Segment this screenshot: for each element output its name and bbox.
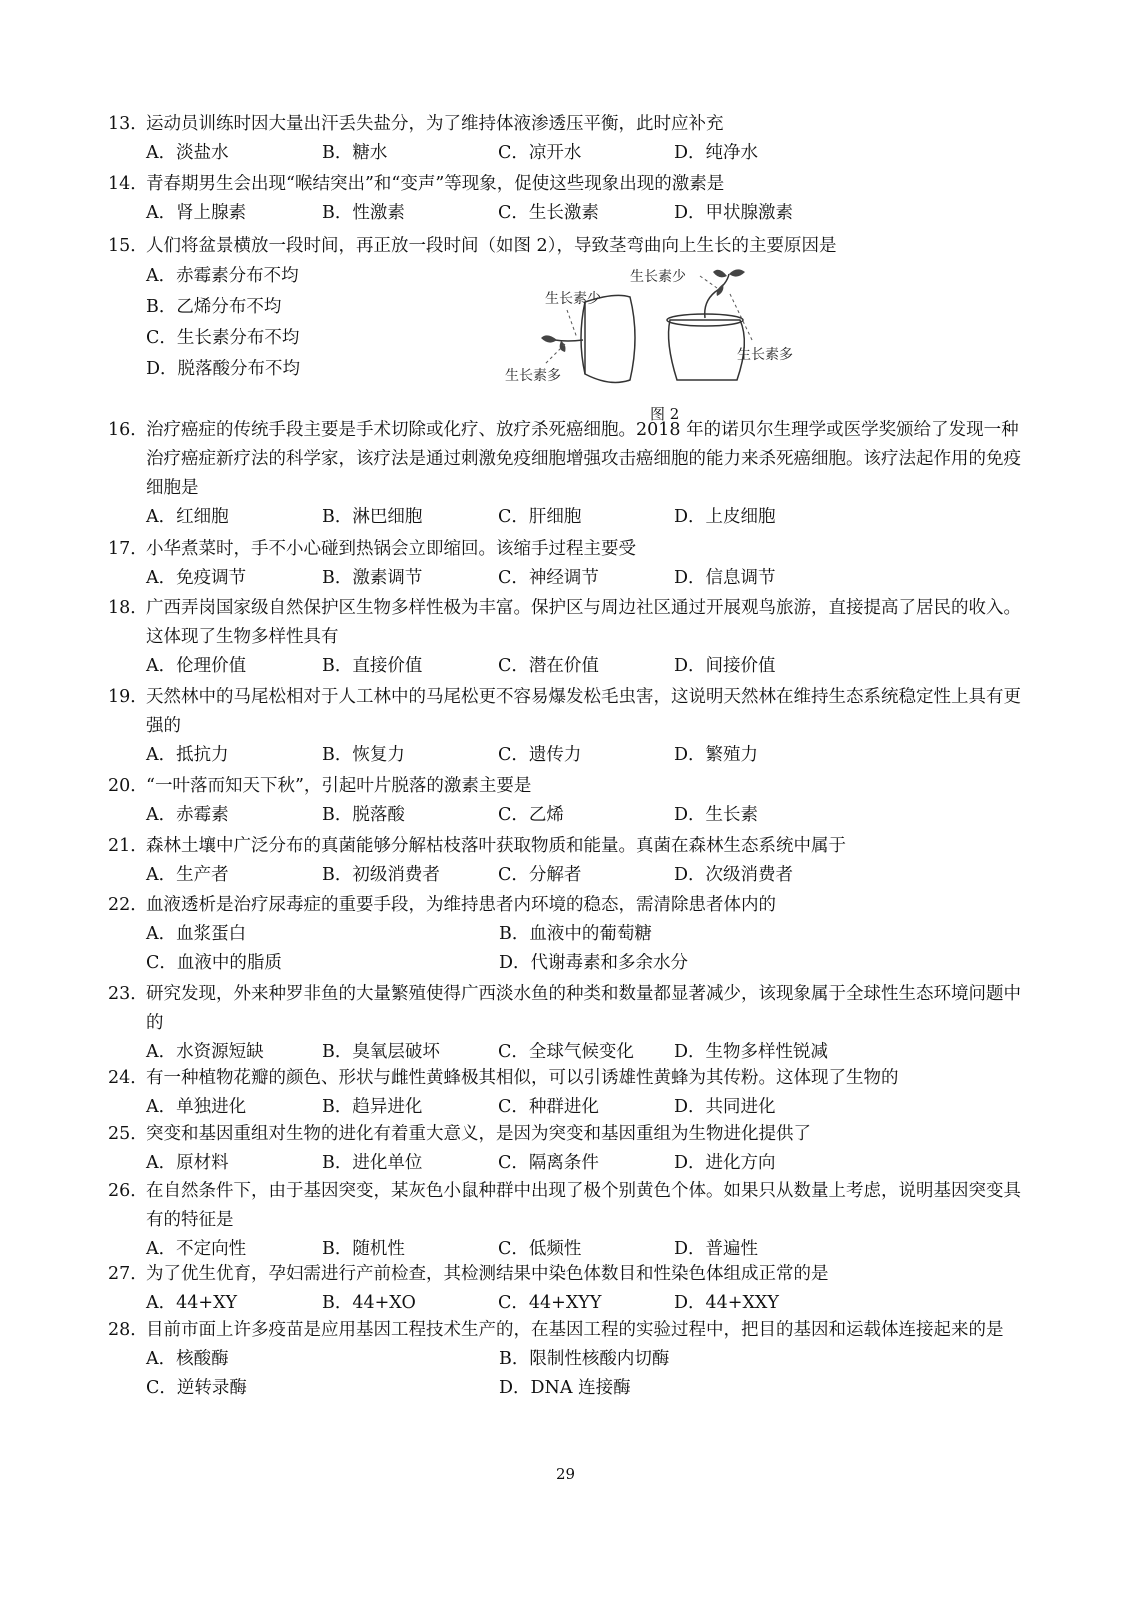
option-b: B．淋巴细胞 — [322, 507, 423, 527]
option-d: D．共同进化 — [674, 1097, 776, 1117]
option-b: B．乙烯分布不均 — [146, 297, 282, 317]
question-stem — [108, 1064, 1028, 1093]
option-a: A．淡盐水 — [146, 143, 229, 163]
question-28 — [108, 1316, 1028, 1403]
option-d: D．进化方向 — [674, 1153, 776, 1173]
question-number: 22． — [108, 895, 148, 915]
option-a: A．不定向性 — [146, 1239, 247, 1259]
question-text: 在自然条件下，由于基因突变，某灰色小鼠种群中出现了极个别黄色个体。如果只从数量上考虑，说明基因突变具有的特征是 — [146, 1181, 1021, 1230]
question-number: 14． — [108, 174, 148, 194]
question-stem — [108, 980, 1028, 1038]
question-17 — [108, 535, 1028, 593]
option-d: D．繁殖力 — [674, 745, 759, 765]
options-row — [108, 652, 1028, 681]
options-row — [108, 801, 1028, 830]
option-d: D．生物多样性锐减 — [674, 1042, 829, 1062]
option-a: A．水资源短缺 — [146, 1042, 264, 1062]
option-c: C．乙烯 — [498, 805, 564, 825]
option-c: C．44+XYY — [498, 1293, 602, 1313]
question-stem — [108, 1316, 1028, 1345]
question-stem — [108, 683, 1028, 741]
question-24 — [108, 1064, 1028, 1122]
figure-label: 生长素多 — [737, 347, 793, 363]
option-a: A．生产者 — [146, 865, 229, 885]
options-row — [108, 1093, 1028, 1122]
options-row — [108, 1149, 1028, 1178]
option-d: D．生长素 — [674, 805, 759, 825]
question-stem — [108, 535, 1028, 564]
figure-label: 生长素多 — [505, 368, 561, 384]
question-number: 28． — [108, 1320, 148, 1340]
question-text: 人们将盆景横放一段时间，再正放一段时间（如图 2），导致茎弯曲向上生长的主要原因是 — [146, 236, 837, 256]
question-26 — [108, 1177, 1028, 1264]
question-stem — [108, 832, 1028, 861]
option-c: C．隔离条件 — [498, 1153, 599, 1173]
question-number: 16． — [108, 420, 148, 440]
question-22 — [108, 891, 1028, 978]
question-text: 运动员训练时因大量出汗丢失盐分，为了维持体液渗透压平衡，此时应补充 — [146, 114, 724, 134]
option-d: D．普遍性 — [674, 1239, 759, 1259]
question-27 — [108, 1260, 1028, 1318]
option-c: C．凉开水 — [498, 143, 582, 163]
option-d: D．纯净水 — [674, 143, 759, 163]
option-d: D．DNA 连接酶 — [499, 1378, 631, 1398]
figure-label: 生长素少 — [630, 269, 686, 285]
option-b: B．恢复力 — [322, 745, 405, 765]
option-b: B．糖水 — [322, 143, 388, 163]
option-d: D．代谢毒素和多余水分 — [499, 953, 689, 973]
question-20 — [108, 772, 1028, 830]
question-text: 为了优生优育，孕妇需进行产前检查，其检测结果中染色体数目和性染色体组成正常的是 — [146, 1264, 829, 1284]
question-text: 天然林中的马尾松相对于人工林中的马尾松更不容易爆发松毛虫害，这说明天然林在维持生态系统稳定性上具有更强的 — [146, 687, 1021, 736]
question-number: 25． — [108, 1124, 148, 1144]
options-row — [108, 861, 1028, 890]
options-row — [108, 564, 1028, 593]
question-stem — [108, 1120, 1028, 1149]
option-a: A．免疫调节 — [146, 568, 247, 588]
question-number: 18． — [108, 598, 148, 618]
question-text: 有一种植物花瓣的颜色、形状与雌性黄蜂极其相似，可以引诱雄性黄蜂为其传粉。这体现了生物的 — [146, 1068, 899, 1088]
option-a: A．伦理价值 — [146, 656, 247, 676]
question-number: 15． — [108, 236, 148, 256]
options-row — [108, 503, 1028, 532]
question-16 — [108, 416, 1028, 532]
option-b: B．脱落酸 — [322, 805, 405, 825]
question-text: 森林土壤中广泛分布的真菌能够分解枯枝落叶获取物质和能量。真菌在森林生态系统中属于 — [146, 836, 846, 856]
figure-label: 生长素少 — [545, 291, 601, 307]
option-c: C．低频性 — [498, 1239, 582, 1259]
option-d: D．脱落酸分布不均 — [146, 359, 301, 379]
options-row — [108, 139, 1028, 168]
options-row — [108, 949, 1028, 978]
question-text: 研究发现，外来种罗非鱼的大量繁殖使得广西淡水鱼的种类和数量都显著减少，该现象属于全球性生态环境问题中的 — [146, 984, 1021, 1033]
question-number: 27． — [108, 1264, 148, 1284]
question-18 — [108, 594, 1028, 681]
option-a: A．赤霉素分布不均 — [146, 266, 299, 286]
option-d: D．信息调节 — [674, 568, 776, 588]
question-stem — [108, 110, 1028, 139]
options-row — [108, 741, 1028, 770]
option-a: A．红细胞 — [146, 507, 229, 527]
option-c: C．血液中的脂质 — [146, 953, 282, 973]
question-text: 青春期男生会出现“喉结突出”和“变声”等现象，促使这些现象出现的激素是 — [146, 174, 725, 194]
question-stem — [108, 594, 1028, 652]
question-text: 血液透析是治疗尿毒症的重要手段，为维持患者内环境的稳态，需清除患者体内的 — [146, 895, 776, 915]
option-b: B．臭氧层破坏 — [322, 1042, 440, 1062]
question-text: 治疗癌症的传统手段主要是手术切除或化疗、放疗杀死癌细胞。2018 年的诺贝尔生理学或医学奖颁给了发现一种治疗癌症新疗法的科学家，该疗法是通过刺激免疫细胞增强攻击癌细胞的能力来杀死癌细胞。该疗法起作用的免疫细胞是 — [146, 420, 1021, 498]
question-number: 24． — [108, 1068, 148, 1088]
options-row — [108, 199, 1028, 228]
option-c: C．全球气候变化 — [498, 1042, 634, 1062]
option-b: B．性激素 — [322, 203, 405, 223]
question-text: 突变和基因重组对生物的进化有着重大意义，是因为突变和基因重组为生物进化提供了 — [146, 1124, 811, 1144]
question-number: 23． — [108, 984, 148, 1004]
option-c: C．分解者 — [498, 865, 582, 885]
option-a: A．原材料 — [146, 1153, 229, 1173]
option-a: A．血浆蛋白 — [146, 924, 247, 944]
question-13 — [108, 110, 1028, 168]
options-row — [108, 1345, 1028, 1374]
option-b: B．血液中的葡萄糖 — [499, 924, 652, 944]
question-text: 目前市面上许多疫苗是应用基因工程技术生产的，在基因工程的实验过程中，把目的基因和运载体连接起来的是 — [146, 1320, 1004, 1340]
option-a: A．44+XY — [146, 1293, 238, 1313]
page-number: 29 — [555, 1465, 576, 1483]
option-b: B．激素调节 — [322, 568, 423, 588]
option-b: B．初级消费者 — [322, 865, 440, 885]
figure-plant-pots — [505, 262, 835, 422]
question-text: “一叶落而知天下秋”，引起叶片脱落的激素主要是 — [146, 776, 532, 796]
option-c: C．遗传力 — [498, 745, 582, 765]
question-stem — [108, 170, 1028, 199]
question-text: 广西弄岗国家级自然保护区生物多样性极为丰富。保护区与周边社区通过开展观鸟旅游，直接提高了居民的收入。这体现了生物多样性具有 — [146, 598, 1021, 647]
option-a: A．单独进化 — [146, 1097, 247, 1117]
option-c: C．种群进化 — [498, 1097, 599, 1117]
option-b: B．趋异进化 — [322, 1097, 423, 1117]
option-b: B．44+XO — [322, 1293, 416, 1313]
question-stem — [108, 891, 1028, 920]
option-b: B．直接价值 — [322, 656, 423, 676]
option-c: C．生长素分布不均 — [146, 328, 300, 348]
option-d: D．甲状腺激素 — [674, 203, 794, 223]
option-a: A．赤霉素 — [146, 805, 229, 825]
question-stem — [108, 772, 1028, 801]
question-text: 小华煮菜时，手不小心碰到热锅会立即缩回。该缩手过程主要受 — [146, 539, 636, 559]
option-a: A．核酸酶 — [146, 1349, 229, 1369]
option-b: B．随机性 — [322, 1239, 405, 1259]
question-21 — [108, 832, 1028, 890]
question-number: 20． — [108, 776, 148, 796]
options-row — [108, 1374, 1028, 1403]
question-number: 19． — [108, 687, 148, 707]
question-number: 21． — [108, 836, 148, 856]
option-d: D．间接价值 — [674, 656, 776, 676]
option-b: B．限制性核酸内切酶 — [499, 1349, 670, 1369]
option-b: B．进化单位 — [322, 1153, 423, 1173]
option-d: D．次级消费者 — [674, 865, 794, 885]
question-number: 17． — [108, 539, 148, 559]
option-c: C．肝细胞 — [498, 507, 582, 527]
question-stem — [108, 416, 1028, 503]
question-23 — [108, 980, 1028, 1067]
options-row — [108, 1289, 1028, 1318]
option-a: A．抵抗力 — [146, 745, 229, 765]
question-stem — [108, 1260, 1028, 1289]
option-c: C．潜在价值 — [498, 656, 599, 676]
option-c: C．逆转录酶 — [146, 1378, 247, 1398]
options-row — [108, 920, 1028, 949]
option-a: A．肾上腺素 — [146, 203, 247, 223]
option-d: D．44+XXY — [674, 1293, 779, 1313]
question-19 — [108, 683, 1028, 770]
question-stem — [108, 232, 1028, 261]
question-25 — [108, 1120, 1028, 1178]
question-number: 13． — [108, 114, 148, 134]
option-c: C．生长激素 — [498, 203, 599, 223]
question-14 — [108, 170, 1028, 228]
options-row — [108, 1038, 1028, 1067]
option-c: C．神经调节 — [498, 568, 599, 588]
question-stem — [108, 1177, 1028, 1235]
question-number: 26． — [108, 1181, 148, 1201]
option-d: D．上皮细胞 — [674, 507, 776, 527]
figure-caption: 图 2 — [650, 405, 680, 423]
